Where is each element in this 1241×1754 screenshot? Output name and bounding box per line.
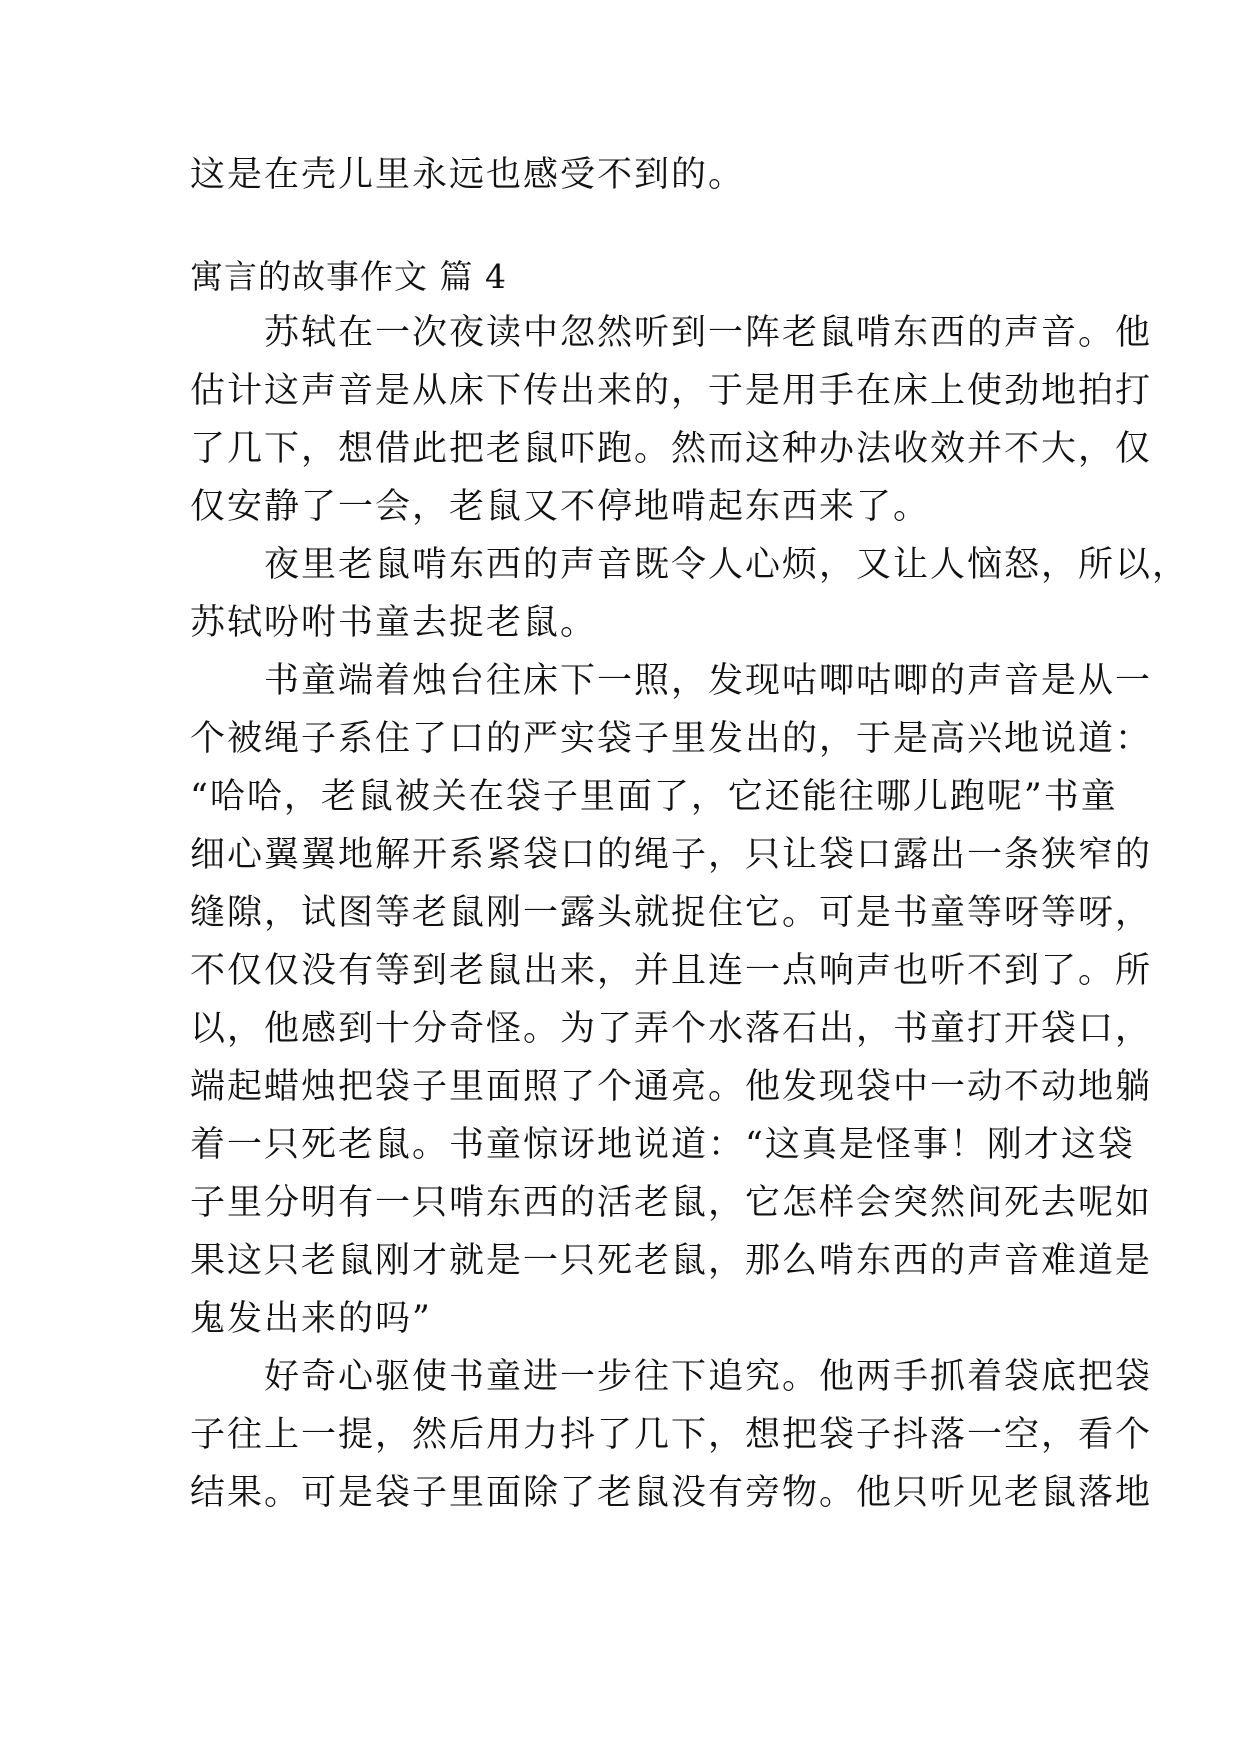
paragraph-line: 不仅仅没有等到老鼠出来，并且连一点响声也听不到了。所 — [190, 951, 1153, 991]
paragraph-line: 端起蜡烛把袋子里面照了个通亮。他发现袋中一动不动地躺 — [190, 1067, 1153, 1107]
paragraph-line: “哈哈，老鼠被关在袋子里面了，它还能往哪儿跑呢”书童 — [190, 777, 1118, 817]
paragraph-line: 苏轼在一次夜读中忽然听到一阵老鼠啃东西的声音。他 — [190, 313, 1153, 353]
paragraph-line: 苏轼吩咐书童去捉老鼠。 — [190, 603, 598, 643]
section-title: 寓言的故事作文 篇 4 — [190, 257, 507, 296]
paragraph-line: 子里分明有一只啃东西的活老鼠，它怎样会突然间死去呢如 — [190, 1183, 1153, 1223]
paragraph-line: 鬼发出来的吗” — [190, 1299, 432, 1339]
paragraph-line: 个被绳子系住了口的严实袋子里发出的，于是高兴地说道： — [190, 719, 1153, 759]
paragraph-line: 子往上一提，然后用力抖了几下，想把袋子抖落一空，看个 — [190, 1415, 1153, 1455]
paragraph-line: 书童端着烛台往床下一照，发现咕唧咕唧的声音是从一 — [190, 661, 1153, 701]
paragraph-line: 细心翼翼地解开系紧袋口的绳子，只让袋口露出一条狭窄的 — [190, 835, 1153, 875]
paragraph-line: 缝隙，试图等老鼠刚一露头就捉住它。可是书童等呀等呀， — [190, 893, 1153, 933]
paragraph-line: 仅安静了一会，老鼠又不停地啃起东西来了。 — [190, 487, 931, 527]
paragraph-line: 了几下，想借此把老鼠吓跑。然而这种办法收效并不大，仅 — [190, 429, 1153, 469]
paragraph-line: 着一只死老鼠。书童惊讶地说道：“这真是怪事！刚才这袋 — [190, 1125, 1135, 1165]
paragraph-line: 估计这声音是从床下传出来的，于是用手在床上使劲地拍打 — [190, 371, 1153, 411]
paragraph-line: 好奇心驱使书童进一步往下追究。他两手抓着袋底把袋 — [190, 1357, 1153, 1397]
paragraph-line: 果这只老鼠刚才就是一只死老鼠，那么啃东西的声音难道是 — [190, 1241, 1153, 1281]
paragraph-line: 以，他感到十分奇怪。为了弄个水落石出，书童打开袋口， — [190, 1009, 1153, 1049]
paragraph-line: 结果。可是袋子里面除了老鼠没有旁物。他只听见老鼠落地 — [190, 1473, 1153, 1513]
lead-line: 这是在壳儿里永远也感受不到的。 — [190, 155, 746, 195]
paragraph-line: 夜里老鼠啃东西的声音既令人心烦，又让人恼怒，所以， — [190, 545, 1190, 585]
